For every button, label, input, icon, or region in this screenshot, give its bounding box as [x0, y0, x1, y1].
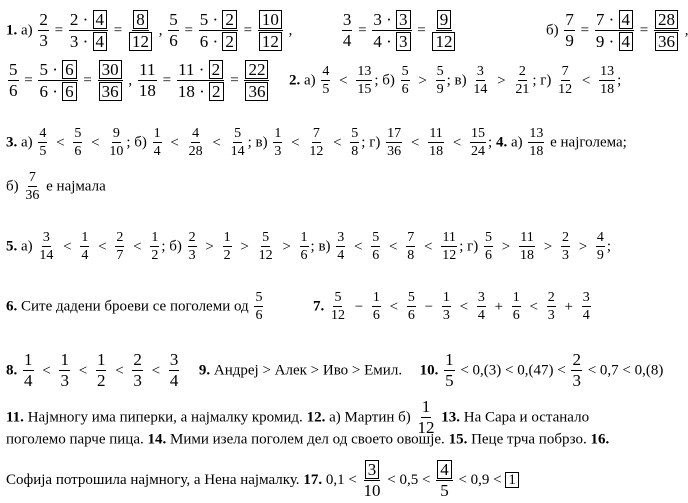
fraction: $\frac{17}{36}$: [387, 126, 402, 159]
text: 0,1 <: [325, 472, 357, 488]
fraction: $\frac{2}{3}$: [547, 290, 555, 323]
fraction: $\frac{7}{36}$: [25, 170, 40, 203]
line-8: 8. $\frac{1}{4}$ < $\frac{1}{3}$ < $\frac{1}{2}$ < $\frac{2}{3}$ < $\frac{3}{4}$ 9. Андреј > Алек > Иво > Емил. 10. $\frac{1}{5}$ < 0,(3) < 0,(47) < $\frac{2}{3}$ < 0,7 < 0,(8): [6, 350, 664, 390]
line-5: 5. а) $\frac{3}{14}$ < $\frac{1}{4}$ < $\frac{2}{7}$ < $\frac{1}{2}$ ; б) $\frac{2}{3}$ > $\frac{1}{2}$ > $\frac{5}{12}$ > $\frac{1}{6}$ ; в) $\frac{3}{4}$ < $\frac{5}{6}$ < $\frac{7}{8}$ < $\frac{11}{12}$ ; г) $\frac{5}{6}$ > $\frac{11}{18}$ > $\frac{2}{3}$ > $\frac{4}{9}$ ;: [6, 230, 612, 263]
answer-box: 1: [505, 472, 519, 488]
task-number: 17.: [303, 472, 323, 488]
fraction: $\frac{10}{12}$: [258, 10, 283, 51]
fraction: $\frac{11 \cdot 2}{18 \cdot 2}$: [177, 60, 225, 101]
fraction: $\frac{15}{24}$: [471, 126, 486, 159]
eq: =: [184, 22, 193, 39]
fraction: $\frac{1}{2}$: [151, 230, 159, 263]
fraction: $\frac{2 \cdot 4}{3 \cdot 4}$: [69, 10, 108, 51]
fraction: $\frac{22}{36}$: [244, 60, 269, 101]
fraction: $\frac{5 \cdot 2}{6 \cdot 2}$: [199, 10, 238, 51]
fraction: $\frac{2}{3}$: [39, 10, 48, 50]
fraction: $\frac{1}{4}$: [24, 350, 33, 390]
text: поголемо парче пица.: [6, 431, 144, 448]
task-number: 3.: [6, 134, 18, 151]
fraction: $\frac{5}{6}$: [9, 60, 18, 100]
fraction: $\frac{2}{3}$: [572, 350, 581, 390]
fraction: $\frac{3}{4}$: [342, 10, 352, 50]
fraction: $\frac{8}{12}$: [128, 10, 153, 51]
fraction: $\frac{11}{12}$: [442, 230, 457, 263]
item-label: а): [303, 72, 316, 89]
text: Мими изела поголем дел од своето овошје.: [170, 431, 445, 448]
line-6: 6. Сите дадени броеви се поголеми од $\frac{5}{6}$ 7. $\frac{5}{12}$ − $\frac{1}{6}$ < $\frac{5}{6}$ − $\frac{1}{3}$ < $\frac{3}{4}$ + $\frac{1}{6}$ < $\frac{2}{3}$ + $\frac{3}{4}$: [6, 290, 590, 323]
task-number: 8.: [6, 362, 18, 379]
fraction: $\frac{11}{18}$: [429, 126, 444, 159]
eq: =: [54, 22, 64, 39]
fraction: $\frac{1}{2}$: [96, 350, 106, 390]
fraction: $\frac{28}{36}$: [654, 10, 679, 51]
fraction: $\frac{1}{5}$: [445, 350, 454, 390]
task-number: 13.: [441, 409, 460, 426]
item-label: б): [545, 22, 559, 39]
fraction: $\frac{1}{6}$: [512, 290, 520, 323]
text: е најмала: [46, 178, 106, 195]
fraction: $\frac{7}{9}$: [565, 10, 574, 50]
line-2: $\frac{5}{6}$ = $\frac{5 \cdot 6}{6 \cdot 6}$ = $\frac{30}{36}$ , $\frac{11}{18}$ = $\frac{11 \cdot 2}{18 \cdot 2}$ = $\frac{22}{36}$ 2. а) $\frac{4}{5}$ < $\frac{13}{15}$ ; б) $\frac{5}{6}$ > $\frac{5}{9}$ ; в) $\frac{3}{14}$ > $\frac{2}{21}$ ; г) $\frac{7}{12}$ < $\frac{13}{18}$ ;: [9, 60, 622, 101]
fraction: $\frac{5}{12}$: [330, 290, 345, 323]
eq: =: [358, 22, 367, 39]
fraction: $\frac{2}{3}$: [561, 230, 569, 263]
task-number: 7.: [312, 298, 325, 315]
task-number: 10.: [419, 362, 439, 379]
fraction: $\frac{7}{8}$: [407, 230, 415, 263]
text: е најголема;: [550, 134, 627, 151]
task-number: 4.: [495, 134, 508, 151]
item-label: а): [21, 22, 33, 39]
eq: =: [639, 22, 649, 39]
line-13b: [6, 430, 609, 449]
fraction: $\frac{9}{10}$: [109, 126, 124, 159]
text: < 0,(3) < 0,(47) <: [460, 362, 566, 379]
fraction: $\frac{5}{6}$: [407, 290, 415, 323]
fraction: $\frac{5}{9}$: [436, 64, 444, 97]
fraction: $\frac{5}{12}$: [258, 230, 273, 263]
fraction: $\frac{3 \cdot 3}{4 \cdot 3}$: [372, 10, 411, 51]
fraction: $\frac{3}{14}$: [39, 230, 54, 263]
eq: =: [230, 72, 239, 89]
fraction: $\frac{3}{4}$: [582, 290, 590, 323]
task-number: 12.: [306, 409, 326, 426]
text: Андреј > Алек > Иво > Емил.: [213, 362, 403, 379]
fraction: $\frac{5 \cdot 6}{6 \cdot 6}$: [38, 60, 77, 101]
eq: =: [24, 72, 33, 89]
fraction: $\frac{7}{12}$: [558, 64, 573, 97]
fraction: $\frac{4}{5}$: [322, 64, 330, 97]
fraction: $\frac{1}{3}$: [60, 350, 69, 390]
fraction: $\frac{13}{15}$: [357, 64, 372, 97]
fraction: $\frac{3}{4}$: [337, 230, 345, 263]
fraction: $\frac{3}{4}$: [169, 350, 179, 390]
fraction: $\frac{2}{7}$: [116, 230, 124, 263]
fraction: $\frac{2}{21}$: [515, 64, 530, 97]
text: < 0,9 <: [458, 472, 502, 488]
fraction: $\frac{5}{6}$: [74, 126, 82, 159]
eq: =: [113, 22, 123, 39]
line-1: [6, 10, 688, 51]
eq: =: [580, 22, 590, 39]
fraction: $\frac{1}{4}$: [81, 230, 89, 263]
fraction: $\frac{7}{12}$: [309, 126, 324, 159]
comma: ,: [158, 22, 163, 39]
fraction: $\frac{1}{12}$: [417, 397, 435, 437]
task-number: 9.: [198, 362, 211, 379]
task-number: 6.: [6, 298, 18, 315]
fraction: $\frac{7 \cdot 4}{9 \cdot 4}$: [595, 10, 634, 51]
fraction: $\frac{4}{28}$: [188, 126, 203, 159]
text: Најмногу има пиперки, а најмалку кромид.: [27, 409, 303, 426]
task-number: 2.: [288, 72, 301, 89]
fraction: $\frac{2}{3}$: [133, 350, 142, 390]
fraction: $\frac{5}{6}$: [169, 10, 178, 50]
comma: ,: [128, 72, 133, 89]
eq: =: [162, 72, 172, 89]
fraction: $\frac{13}{18}$: [600, 64, 615, 97]
line-16: [6, 460, 519, 500]
fraction: $\frac{1}{6}$: [300, 230, 308, 263]
fraction: $\frac{1}{3}$: [442, 290, 450, 323]
text: а) Мартин б): [329, 409, 411, 426]
fraction: $\frac{5}{8}$: [351, 126, 359, 159]
line-4: б) $\frac{7}{36}$ е најмала: [6, 170, 106, 203]
fraction: $\frac{3}{14}$: [473, 64, 488, 97]
task-number: 15.: [448, 431, 468, 448]
text: На Сара и останало: [463, 409, 590, 426]
comma: ,: [288, 22, 293, 39]
fraction: $\frac{5}{6}$: [401, 64, 409, 97]
fraction: $\frac{5}{6}$: [485, 230, 493, 263]
task-number: 14.: [147, 431, 167, 448]
task-number: 11.: [6, 409, 24, 426]
fraction: $\frac{13}{18}$: [529, 126, 544, 159]
fraction: $\frac{5}{6}$: [255, 290, 263, 323]
line-3: 3. а) $\frac{4}{5}$ < $\frac{5}{6}$ < $\frac{9}{10}$ ; б) $\frac{1}{4}$ < $\frac{4}{28}$ < $\frac{5}{14}$ ; в) $\frac{1}{3}$ < $\frac{7}{12}$ < $\frac{5}{8}$ ; г) $\frac{17}{36}$ < $\frac{11}{18}$ < $\frac{15}{24}$ ; 4. а) $\frac{13}{18}$ е најголема;: [6, 126, 627, 159]
fraction: $\frac{3}{4}$: [477, 290, 485, 323]
text: Пеце трча побрзо.: [471, 431, 587, 448]
eq: =: [83, 72, 92, 89]
fraction: $\frac{4}{5}$: [436, 460, 453, 500]
text: < 0,5 <: [387, 472, 431, 488]
fraction: $\frac{4}{5}$: [39, 126, 47, 159]
fraction: $\frac{3}{10}$: [363, 460, 381, 500]
fraction: $\frac{1}{3}$: [274, 126, 282, 159]
task-number: 5.: [6, 238, 18, 255]
text: Сите дадени броеви се поголеми од: [21, 298, 249, 315]
fraction: $\frac{1}{6}$: [372, 290, 380, 323]
text: Софија потрошила најмногу, а Нена најмалку.: [6, 472, 300, 488]
fraction: $\frac{5}{6}$: [372, 230, 380, 263]
eq: =: [243, 22, 253, 39]
eq: =: [417, 22, 426, 39]
fraction: $\frac{1}{2}$: [223, 230, 231, 263]
task-number: 16.: [590, 431, 610, 448]
fraction: $\frac{11}{18}$: [138, 60, 156, 100]
fraction: $\frac{9}{12}$: [431, 10, 456, 51]
fraction: $\frac{4}{9}$: [596, 230, 604, 263]
fraction: $\frac{5}{14}$: [230, 126, 245, 159]
fraction: $\frac{11}{18}$: [519, 230, 534, 263]
fraction: $\frac{30}{36}$: [98, 60, 123, 101]
fraction: $\frac{2}{3}$: [188, 230, 196, 263]
fraction: $\frac{1}{4}$: [153, 126, 161, 159]
text: < 0,7 < 0,(8): [587, 362, 664, 379]
task-number: 1.: [6, 22, 18, 39]
